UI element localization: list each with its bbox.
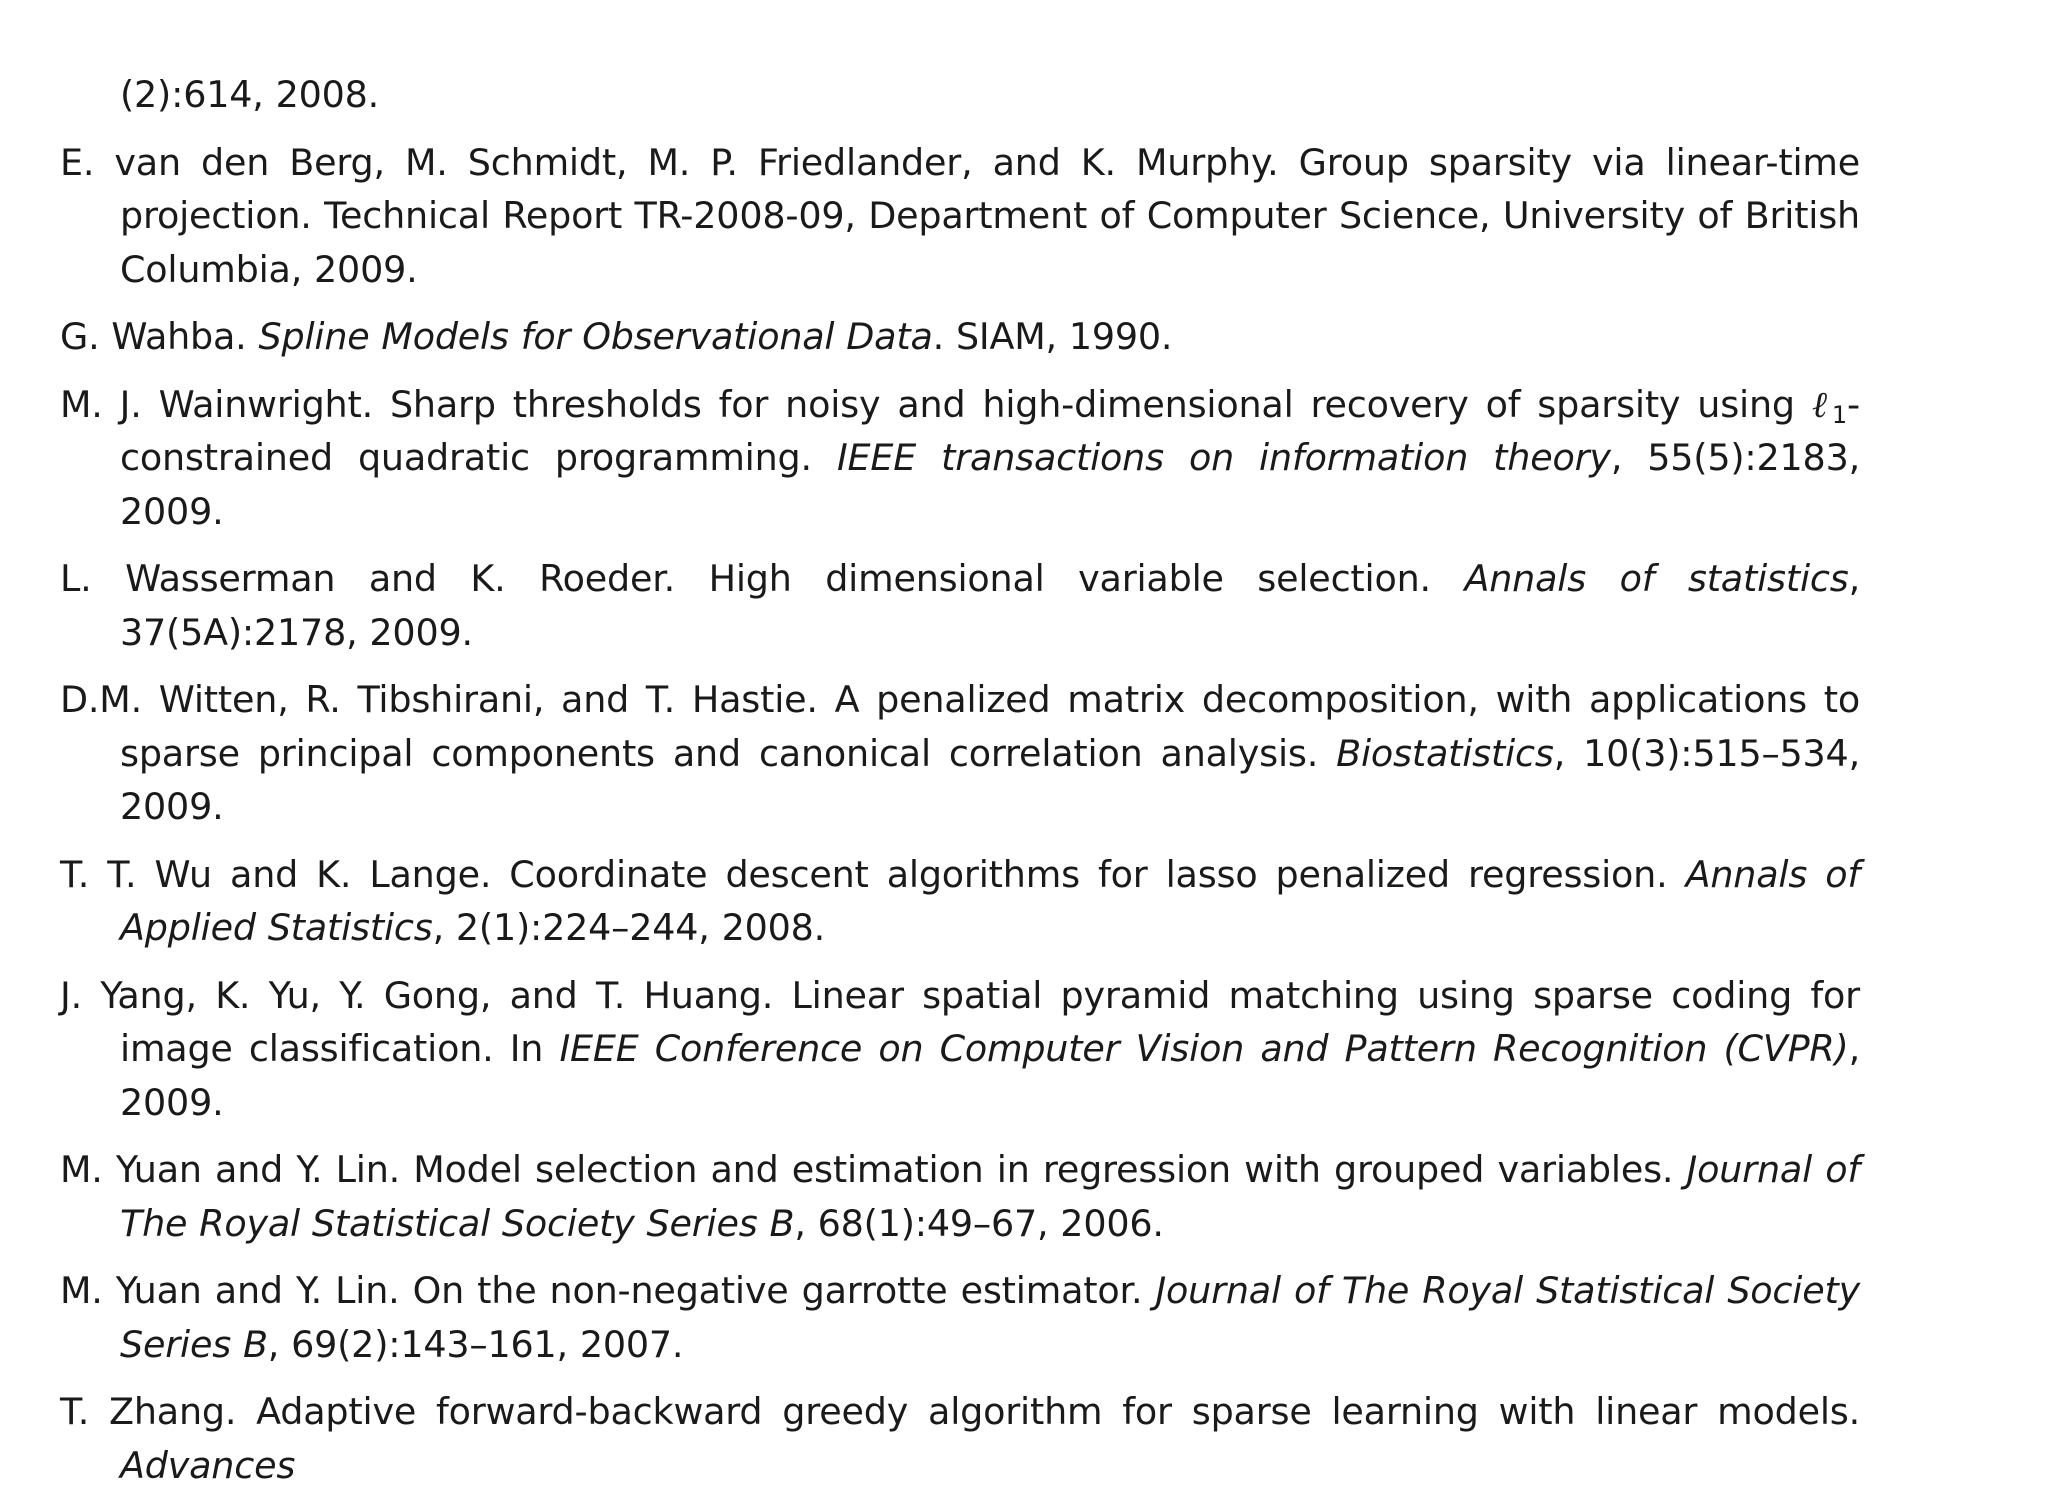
reference-list <box>60 68 1860 1506</box>
reference-text: , 69(2):143–161, 2007. <box>267 1322 684 1366</box>
reference-text: M. J. Wainwright. Sharp thresholds for noisy and high-dimensional recovery of sparsity using <box>60 382 1812 426</box>
reference-wasserman-2009 <box>60 552 1860 659</box>
reference-witten-2009 <box>60 673 1860 834</box>
reference-text: D.M. Witten, R. Tibshirani, and T. Hastie. A penalized matrix decomposition, with applications to sparse principal components and canonical correlation analysis. <box>60 678 1860 775</box>
reference-yuan-2007 <box>60 1264 1860 1371</box>
reference-text: , 68(1):49–67, 2006. <box>794 1201 1164 1245</box>
reference-wahba-1990 <box>60 310 1860 364</box>
reference-text: -constrained quadratic programming. <box>120 382 1860 479</box>
reference-italic-text: Spline Models for Observational Data <box>258 315 933 358</box>
reference-wainwright-2009 <box>60 378 1860 539</box>
reference-italic-text: Biostatistics <box>1336 731 1554 775</box>
reference-italic-text: Advances <box>120 1443 296 1487</box>
reference-text: J. Yang, K. Yu, Y. Gong, and T. Huang. Linear spatial pyramid matching using sparse coding for image classification. In <box>60 973 1860 1070</box>
reference-text: E. van den Berg, M. Schmidt, M. P. Friedlander, and K. Murphy. Group sparsity via linear-time projection. Technical Report TR-2008-09, Department of Computer Science, University of British Columbia, 2009. <box>60 140 1860 291</box>
reference-text: G. Wahba. <box>60 315 259 358</box>
reference-text: T. Zhang. Adaptive forward-backward greedy algorithm for sparse learning with linear models. <box>60 1390 1860 1433</box>
reference-italic-text: IEEE transactions on information theory <box>836 436 1611 479</box>
reference-text: M. Yuan and Y. Lin. On the non-negative garrotte estimator. <box>60 1269 1156 1312</box>
reference-text: , 2009. <box>120 1027 1861 1124</box>
reference-text: (2):614, 2008. <box>120 73 380 116</box>
reference-text: L. Wasserman and K. Roeder. High dimensional variable selection. <box>60 557 1465 600</box>
reference-text: M. Yuan and Y. Lin. Model selection and estimation in regression with grouped variables. <box>60 1148 1687 1191</box>
ell-symbol: ℓ <box>1811 382 1832 426</box>
reference-italic-text: Annals of Applied Statistics <box>120 852 1860 949</box>
reference-yuan-2006 <box>60 1143 1860 1250</box>
reference-text: , 55(5):2183, 2009. <box>120 436 1860 533</box>
reference-italic-text: Journal of The Royal Statistical Society Series B <box>120 1269 1860 1366</box>
reference-continuation <box>60 68 1860 122</box>
reference-text: , 37(5A):2178, 2009. <box>120 557 1860 654</box>
subscript-text: 1 <box>1831 400 1847 429</box>
reference-italic-text: IEEE Conference on Computer Vision and Pattern Recognition (CVPR) <box>559 1027 1849 1070</box>
reference-text: . SIAM, 1990. <box>932 315 1173 358</box>
reference-zhang-partial <box>60 1385 1860 1492</box>
reference-italic-text: Journal of The Royal Statistical Society Series B <box>120 1148 1860 1245</box>
reference-text: , 10(3):515–534, 2009. <box>120 731 1860 828</box>
reference-wu-2008 <box>60 848 1860 955</box>
reference-text: T. T. Wu and K. Lange. Coordinate descent algorithms for lasso penalized regression. <box>60 852 1686 896</box>
reference-italic-text: Annals of statistics <box>1464 557 1849 600</box>
reference-yang-2009 <box>60 969 1860 1130</box>
reference-text: , 2(1):224–244, 2008. <box>432 906 826 949</box>
reference-berg-2009 <box>60 136 1860 297</box>
